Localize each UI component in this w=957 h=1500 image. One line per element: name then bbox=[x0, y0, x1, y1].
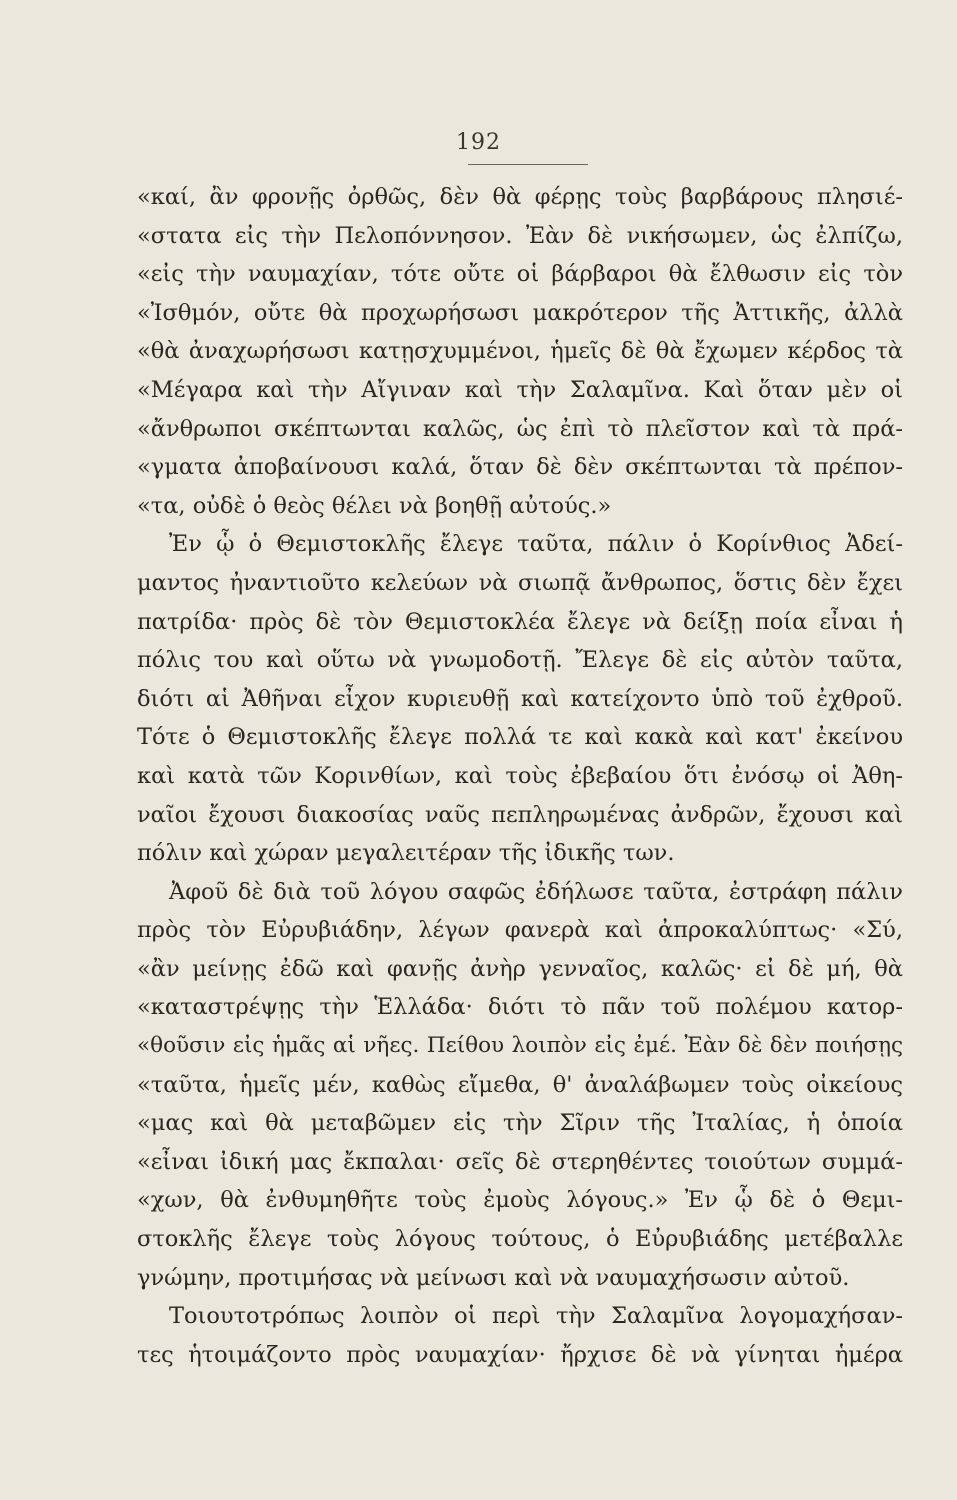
text-line: ναῖοι ἔχουσι διακοσίας ναῦς πεπληρωμένας ἀνδρῶν, ἔχουσι καὶ bbox=[137, 801, 903, 828]
text-line: «Μέγαρα καὶ τὴν Αἴγιναν καὶ τὴν Σαλαμῖνα. Καὶ ὅταν μὲν οἱ bbox=[137, 376, 903, 403]
text-line: γνώμην, προτιμήσας νὰ μείνωσι καὶ νὰ ναυμαχήσωσιν αὐτοῦ. bbox=[137, 1264, 850, 1291]
text-line: «καταστρέψῃς τὴν Ἑλλάδα· διότι τὸ πᾶν τοῦ πολέμου κατορ- bbox=[137, 994, 903, 1021]
text-line: τες ἡτοιμάζοντο πρὸς ναυμαχίαν· ἤρχισε δὲ νὰ γίνηται ἡμέρα bbox=[137, 1341, 903, 1368]
text-line: «θοῦσιν εἰς ἡμᾶς αἱ νῆες. Πείθου λοιπὸν εἰς ἐμέ. Ἐὰν δὲ δὲν ποιήσῃς bbox=[137, 1033, 903, 1059]
body-text bbox=[137, 178, 903, 1374]
text-line: «καί, ἂν φρονῇς ὀρθῶς, δὲν θὰ φέρῃς τοὺς βαρβάρους πλησιέ- bbox=[137, 184, 903, 210]
page-number-rule bbox=[468, 164, 588, 165]
text-line: Τότε ὁ Θεμιστοκλῆς ἔλεγε πολλά τε καὶ κακὰ καὶ κατ' ἐκείνου bbox=[137, 724, 903, 751]
text-line: «εἰς τὴν ναυμαχίαν, τότε οὔτε οἱ βάρβαροι θὰ ἔλθωσιν εἰς τὸν bbox=[137, 261, 903, 288]
text-line: στοκλῆς ἔλεγε τοὺς λόγους τούτους, ὁ Εὐρυβιάδης μετέβαλλε bbox=[137, 1226, 903, 1253]
text-line: «ἄνθρωποι σκέπτωνται καλῶς, ὡς ἐπὶ τὸ πλεῖστον καὶ τὰ πρά- bbox=[137, 415, 903, 442]
text-line: «Ἰσθμόν, οὔτε θὰ προχωρήσωσι μακρότερον τῆς Ἀττικῆς, ἀλλὰ bbox=[137, 299, 903, 326]
text-line: πρὸς τὸν Εὐρυβιάδην, λέγων φανερὰ καὶ ἀπροκαλύπτως· «Σύ, bbox=[137, 917, 903, 944]
text-line: πόλιν καὶ χώραν μεγαλειτέραν τῆς ἰδικῆς των. bbox=[137, 840, 675, 867]
text-line: «τα, οὐδὲ ὁ θεὸς θέλει νὰ βοηθῇ αὐτούς.» bbox=[137, 492, 612, 519]
text-line: «γματα ἀποβαίνουσι καλά, ὅταν δὲ δὲν σκέπτωνται τὰ πρέπον- bbox=[137, 454, 903, 481]
page-number: 192 bbox=[456, 130, 501, 155]
text-line: Τοιουτοτρόπως λοιπὸν οἱ περὶ τὴν Σαλαμῖνα λογομαχήσαν- bbox=[169, 1303, 903, 1330]
text-line: «θὰ ἀναχωρήσωσι κατῃσχυμμένοι, ἡμεῖς δὲ θὰ ἔχωμεν κέρδος τὰ bbox=[137, 338, 903, 365]
text-line: «χων, θὰ ἐνθυμηθῆτε τοὺς ἐμοὺς λόγους.» Ἐν ᾧ δὲ ὁ Θεμι- bbox=[137, 1187, 903, 1214]
text-line: διότι αἱ Ἀθῆναι εἶχον κυριευθῇ καὶ κατείχοντο ὑπὸ τοῦ ἐχθροῦ. bbox=[137, 685, 903, 712]
text-line: «ταῦτα, ἡμεῖς μέν, καθὼς εἴμεθα, θ' ἀναλάβωμεν τοὺς οἰκείους bbox=[137, 1071, 903, 1098]
text-line: Ἀφοῦ δὲ διὰ τοῦ λόγου σαφῶς ἐδήλωσε ταῦτα, ἐστράφη πάλιν bbox=[169, 878, 903, 905]
text-line: «στατα εἰς τὴν Πελοπόννησον. Ἐὰν δὲ νικήσωμεν, ὡς ἐλπίζω, bbox=[137, 222, 903, 249]
text-line: «μας καὶ θὰ μεταβῶμεν εἰς τὴν Σῖριν τῆς Ἰταλίας, ἡ ὁποία bbox=[137, 1110, 903, 1137]
text-line: πατρίδα· πρὸς δὲ τὸν Θεμιστοκλέα ἔλεγε νὰ δείξῃ ποία εἶναι ἡ bbox=[137, 608, 903, 635]
text-line: πόλις του καὶ οὕτω νὰ γνωμοδοτῇ. Ἔλεγε δὲ εἰς αὐτὸν ταῦτα, bbox=[137, 647, 903, 674]
text-line: Ἐν ᾧ ὁ Θεμιστοκλῆς ἔλεγε ταῦτα, πάλιν ὁ Κορίνθιος Ἀδεί- bbox=[169, 531, 903, 558]
text-line: «εἶναι ἰδική μας ἔκπαλαι· σεῖς δὲ στερηθέντες τοιούτων συμμά- bbox=[137, 1148, 903, 1175]
text-line: καὶ κατὰ τῶν Κορινθίων, καὶ τοὺς ἐβεβαίου ὅτι ἐνόσῳ οἱ Ἀθη- bbox=[137, 762, 903, 789]
text-line: μαντος ἠναντιοῦτο κελεύων νὰ σιωπᾷ ἄνθρωπος, ὅστις δὲν ἔχει bbox=[137, 569, 903, 596]
text-line: «ἂν μείνῃς ἐδῶ καὶ φανῇς ἀνὴρ γενναῖος, καλῶς· εἰ δὲ μή, θὰ bbox=[137, 955, 903, 982]
